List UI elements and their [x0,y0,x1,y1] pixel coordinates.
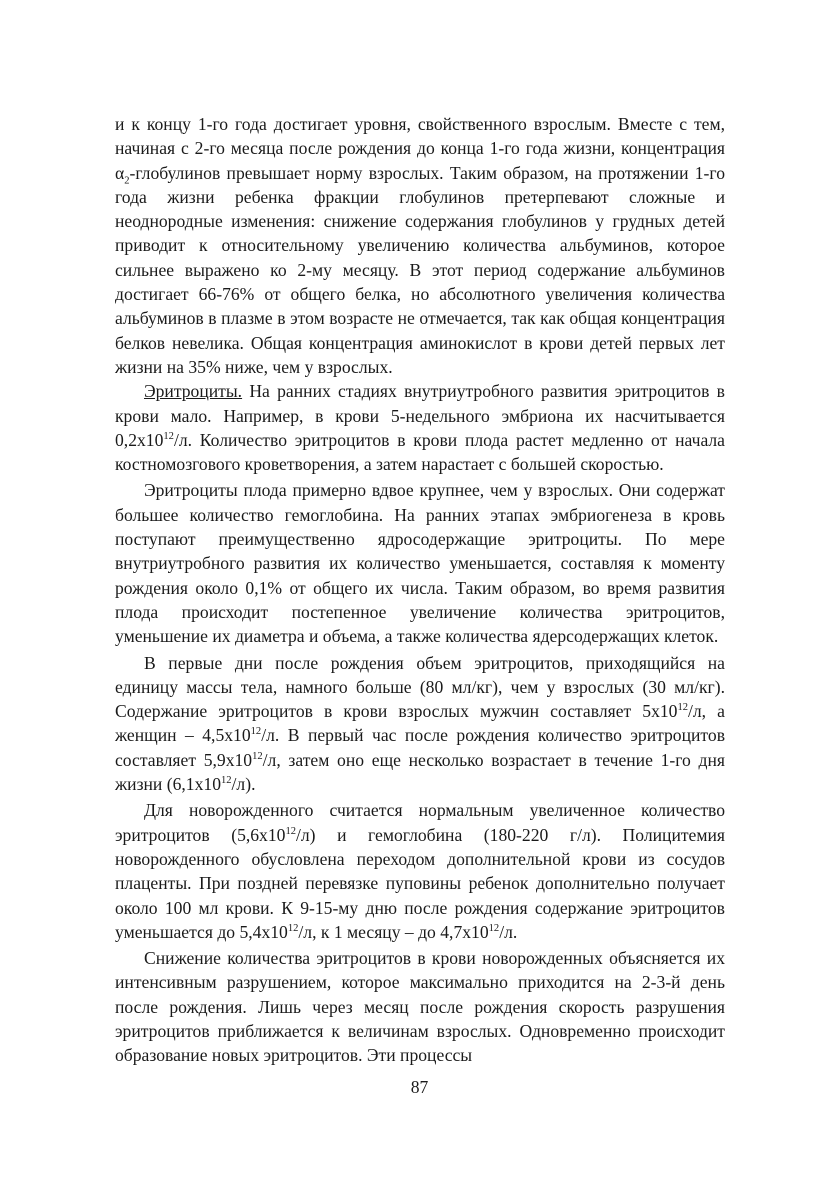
superscript: 12 [250,726,262,738]
paragraph-5 [115,798,725,944]
text-span: /л. В первый час после рождения количество эритроцитов составляет 5,9х10 [115,725,725,770]
superscript: 12 [163,431,174,442]
text-span: Эритроциты плода примерно вдвое крупнее, чем у взрослых. Они содержат большее количество гемоглобина. На ранних этапах эмбриогенеза в кровь поступают преимущественно ядросодержащие эритроциты. По мере внутриутробного развития их количество уменьшается, составляя к моменту рождения около 0,1% от общего их числа. Таким образом, во время развития плода происходит постепенное увеличение количества эритроцитов, уменьшение их диаметра и объема, а также количества ядерсодержащих клеток. [115,480,725,647]
text-span: /л. Количество эритроцитов в крови плода растет медленно от начала костномозгового кроветворения, а затем нарастает с большей скоростью. [115,429,725,475]
text-span: /л, затем оно еще несколько возрастает в течение 1-го дня жизни (6,1х10 [115,749,726,795]
text-span: Снижение количества эритроцитов в крови новорожденных объясняется их интенсивным разрушением, которое максимально приходится на 2-3-й день после рождения. Лишь через месяц после рождения скорость разрушения эритроцитов приближается к величинам взрослых. Одновременно происходит образование новых эритроцитов. Эти процессы [115,948,725,1066]
superscript: 12 [252,750,263,762]
page-body [115,112,725,1068]
text-span: и к концу 1-го года достигает уровня, свойственного взрослым. Вместе с тем, начиная с 2-го месяца после рождения до конца 1-го года жизни, концентрация α [115,114,725,183]
text-span: В первые дни после рождения объем эритроцитов, приходящийся на единицу массы тела, намного больше (80 мл/кг), чем у взрослых (30 мл/кг). Содержание эритроцитов в крови взрослых мужчин составляет 5х10 [115,652,725,722]
superscript: 12 [285,825,296,837]
superscript: 12 [677,702,689,714]
text-span: -глобулинов превышает норму взрослых. Таким образом, на протяжении 1-го года жизни ребенка фракции глобулинов претерпевают сложные и неоднородные изменения: снижение содержания глобулинов у грудных детей приводит к относительному увеличению количества альбуминов, которое сильнее выражено ко 2-му месяцу. В этот период содержание альбуминов достигает 66-76% от общего белка, но абсолютного увеличения количества альбуминов в плазме в этом возрасте не отмечается, так как общая концентрация белков невелика. Общая концентрация аминокислот в крови детей первых лет жизни на 35% ниже, чем у взрослых. [115,162,725,377]
text-span: /л, а женщин – 4,5х10 [115,701,725,746]
text-span: На ранних стадиях внутриутробного развития эритроцитов в крови мало. Например, в крови 5-недельного эмбриона их насчитывается 0,2х10 [115,381,725,450]
superscript: 12 [488,922,500,934]
text-span: /л. [499,921,518,942]
superscript: 12 [287,922,299,934]
paragraph-4 [115,651,725,797]
text-span: /л) и гемоглобина (180-220 г/л). Полицитемия новорожденного обусловлена переходом дополнительной крови из сосудов плаценты. При поздней перевязке пуповины ребенок дополнительно получает около 100 мл крови. К 9-15-му дню после рождения содержание эритроцитов уменьшается до 5,4х10 [115,824,725,942]
paragraph-2 [115,379,725,476]
page-number: 87 [410,1077,429,1097]
text-span: /л). [231,774,256,795]
paragraph-1 [115,112,725,379]
superscript: 12 [221,775,232,787]
section-heading-erythrocytes: Эритроциты. [144,381,243,402]
paragraph-6 [115,946,725,1067]
subscript: 2 [124,175,130,187]
text-span: Для новорожденного считается нормальным увеличенное количество эритроцитов (5,6х10 [115,800,725,845]
text-span: /л, к 1 месяцу – до 4,7х10 [298,921,489,942]
paragraph-3 [115,478,725,648]
